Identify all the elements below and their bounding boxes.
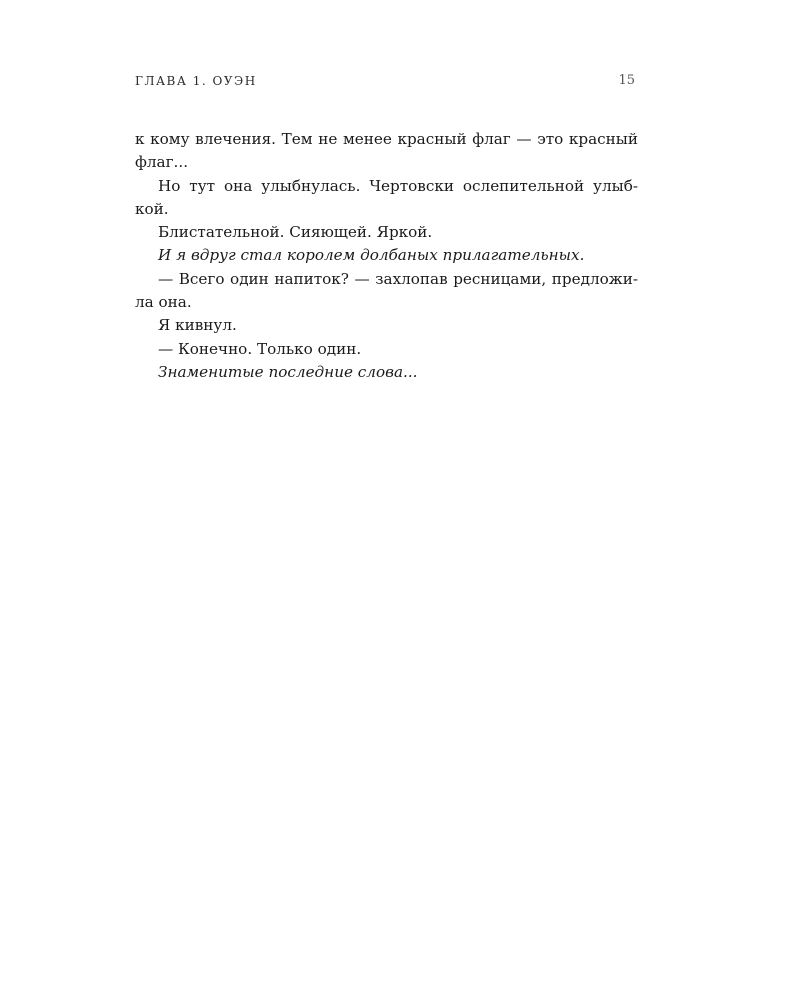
text-line: к кому влечения. Тем не менее красный флаг — это красный: [135, 130, 638, 148]
text-line: Я кивнул.: [158, 316, 237, 335]
running-head: ГЛАВА 1. ОУЭН: [135, 74, 257, 88]
text-line: Но тут она улыбнулась. Чертовски ослепительной улыб-: [158, 176, 638, 195]
text-line: — Всего один напиток? — захлопав ресницами, предложи-: [158, 269, 638, 288]
text-line: — Конечно. Только один.: [158, 339, 362, 358]
text-line-italic: Знаменитые последние слова...: [158, 362, 418, 381]
text-line: Блистательной. Сияющей. Яркой.: [158, 223, 433, 242]
text-line: кой.: [135, 199, 169, 218]
page-number: 15: [618, 73, 635, 88]
text-line: флаг...: [135, 153, 189, 172]
text-line-italic: И я вдруг стал королем долбаных прилагательных.: [158, 246, 585, 265]
text-line: ла она.: [135, 293, 192, 312]
body-text: [135, 128, 638, 384]
